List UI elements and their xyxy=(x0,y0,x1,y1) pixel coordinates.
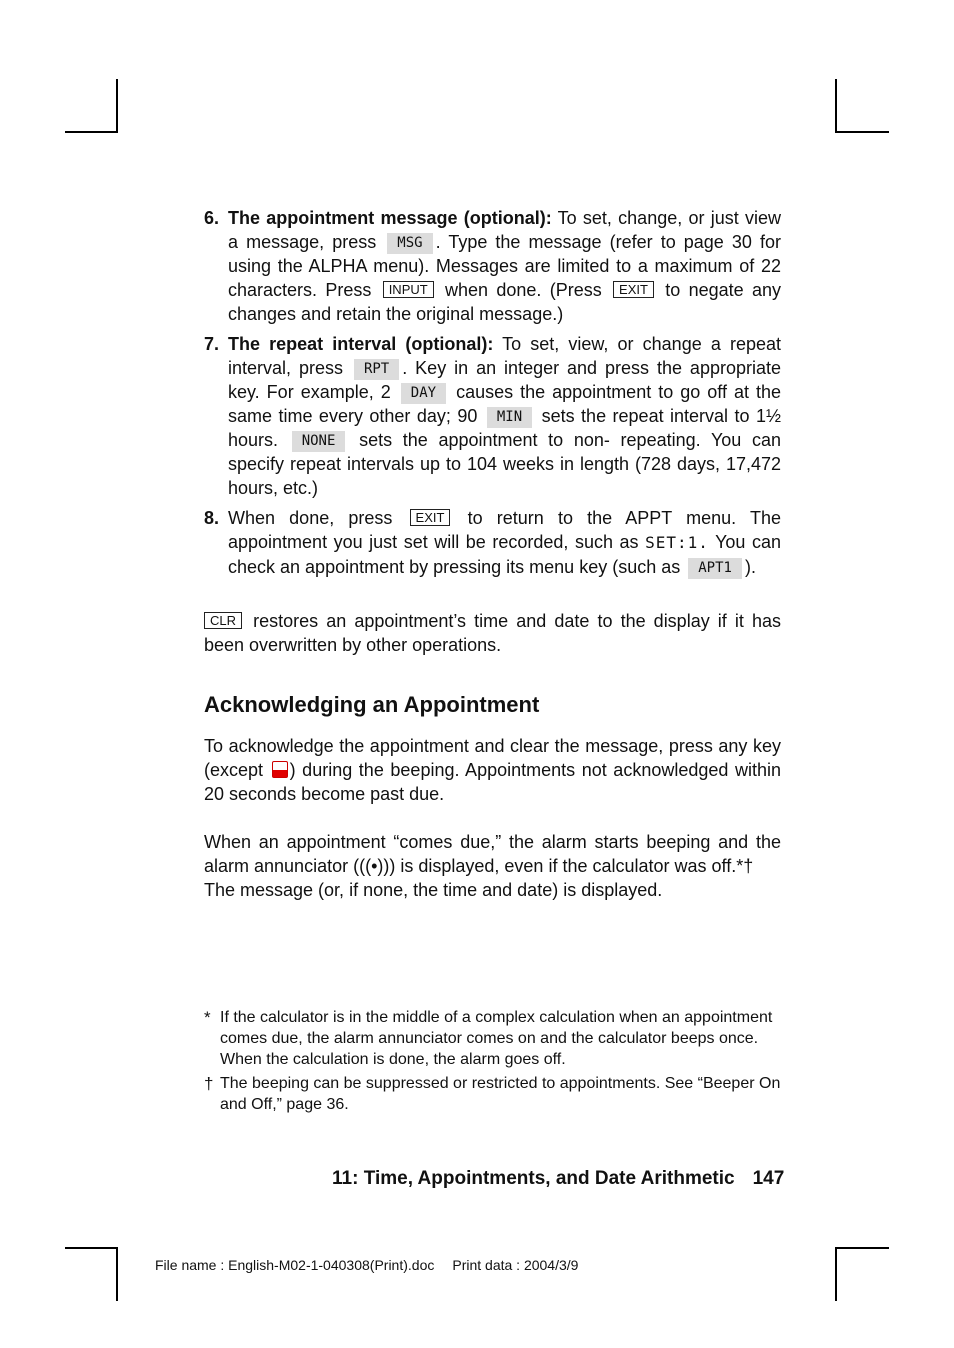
crop-mark-top-right-h xyxy=(835,131,889,133)
input-key: INPUT xyxy=(383,281,434,298)
step-number: 8. xyxy=(204,508,220,528)
step-7 xyxy=(204,332,781,500)
crop-mark-top-right-v xyxy=(835,79,837,133)
crop-mark-bottom-right-h xyxy=(835,1247,889,1249)
crop-mark-top-left-v xyxy=(116,79,118,133)
step-8 xyxy=(204,506,781,579)
file-name: File name : English-M02-1-040308(Print).doc xyxy=(155,1257,435,1273)
footnote-text: The beeping can be suppressed or restricted to appointments. See “Beeper On and Off,” page 36. xyxy=(220,1075,781,1113)
msg-softkey: MSG xyxy=(387,233,432,254)
crop-mark-bottom-right-v xyxy=(835,1247,837,1301)
none-softkey: NONE xyxy=(292,431,346,452)
crop-mark-bottom-left-v xyxy=(116,1247,118,1301)
step-heading: The repeat interval (optional): xyxy=(228,334,494,354)
alarm-paragraph: When an appointment “comes due,” the alarm starts beeping and the alarm annunciator (((•))) is displayed, even if the calculator was off.*† The message (or, if none, the time and date) is displayed. xyxy=(204,832,781,900)
footnote-mark: * xyxy=(204,1008,211,1027)
rpt-softkey: RPT xyxy=(354,359,399,380)
footnote-text: If the calculator is in the middle of a complex calculation when an appointment comes due, the alarm annunciator comes on and the calculator beeps once. When the calculation is done, the alarm goes off. xyxy=(220,1009,773,1068)
step-heading: The appointment message (optional): xyxy=(228,208,552,228)
shift-key-icon xyxy=(272,761,288,778)
crop-mark-top-left-h xyxy=(65,131,118,133)
alarm-annunciator-icon: ((•)) xyxy=(359,856,390,876)
exit-key: EXIT xyxy=(613,281,654,298)
step-text: The repeat interval (optional): To set, view, or change a repeat interval, press RPT . Key in an integer and press the appropriate key. For example, 2 DAY causes the appointment to go off at the same time every other day; 90 MIN sets the repeat interval to 1½ hours. NONE sets the appointment to non- repeating. You can specify repeat intervals up to 104 weeks in length (728 days, 17,472 hours, etc.) xyxy=(228,334,782,498)
lcd-readout: SET:1. xyxy=(645,533,709,552)
step-text: When done, press EXIT to return to the APPT menu. The appointment you just set will be recorded, such as SET:1. You can check an appointment by pressing its menu key (such as APT1 ). xyxy=(228,508,782,577)
ack-section xyxy=(204,734,781,902)
page-number: 147 xyxy=(752,1168,785,1189)
exit-key: EXIT xyxy=(410,509,451,526)
chapter-title: 11: Time, Appointments, and Date Arithmetic xyxy=(332,1168,735,1189)
step-text: The appointment message (optional): To set, change, or just view a message, press MSG . Type the message (refer to page 30 for using the ALPHA menu). Messages are limited to a maximum of 22 characters. Press INPUT when done. (Press EXIT to negate any changes and retain the original message.) xyxy=(228,208,781,324)
step-6 xyxy=(204,206,781,326)
ack-paragraph: To acknowledge the appointment and clear the message, press any key (except ) during the beeping. Appointments not acknowledged within 20 seconds become past due. xyxy=(204,736,781,804)
section-title: Acknowledging an Appointment xyxy=(204,692,540,717)
print-date: Print data : 2004/3/9 xyxy=(452,1257,579,1273)
clr-paragraph: CLR restores an appointment’s time and date to the display if it has been overwritten by other operations. xyxy=(204,611,781,655)
footnote-mark: † xyxy=(204,1074,214,1093)
footnote-dagger xyxy=(204,1073,781,1115)
apt1-softkey: APT1 xyxy=(688,558,742,579)
step-number: 6. xyxy=(204,208,220,228)
footnote-asterisk xyxy=(204,1007,781,1070)
main-content xyxy=(204,206,781,657)
day-softkey: DAY xyxy=(401,383,446,404)
running-footer xyxy=(332,1168,784,1190)
clr-key: CLR xyxy=(204,612,242,629)
step-number: 7. xyxy=(204,334,220,354)
file-info xyxy=(155,1257,578,1273)
min-softkey: MIN xyxy=(487,407,532,428)
crop-mark-bottom-left-h xyxy=(65,1247,118,1249)
